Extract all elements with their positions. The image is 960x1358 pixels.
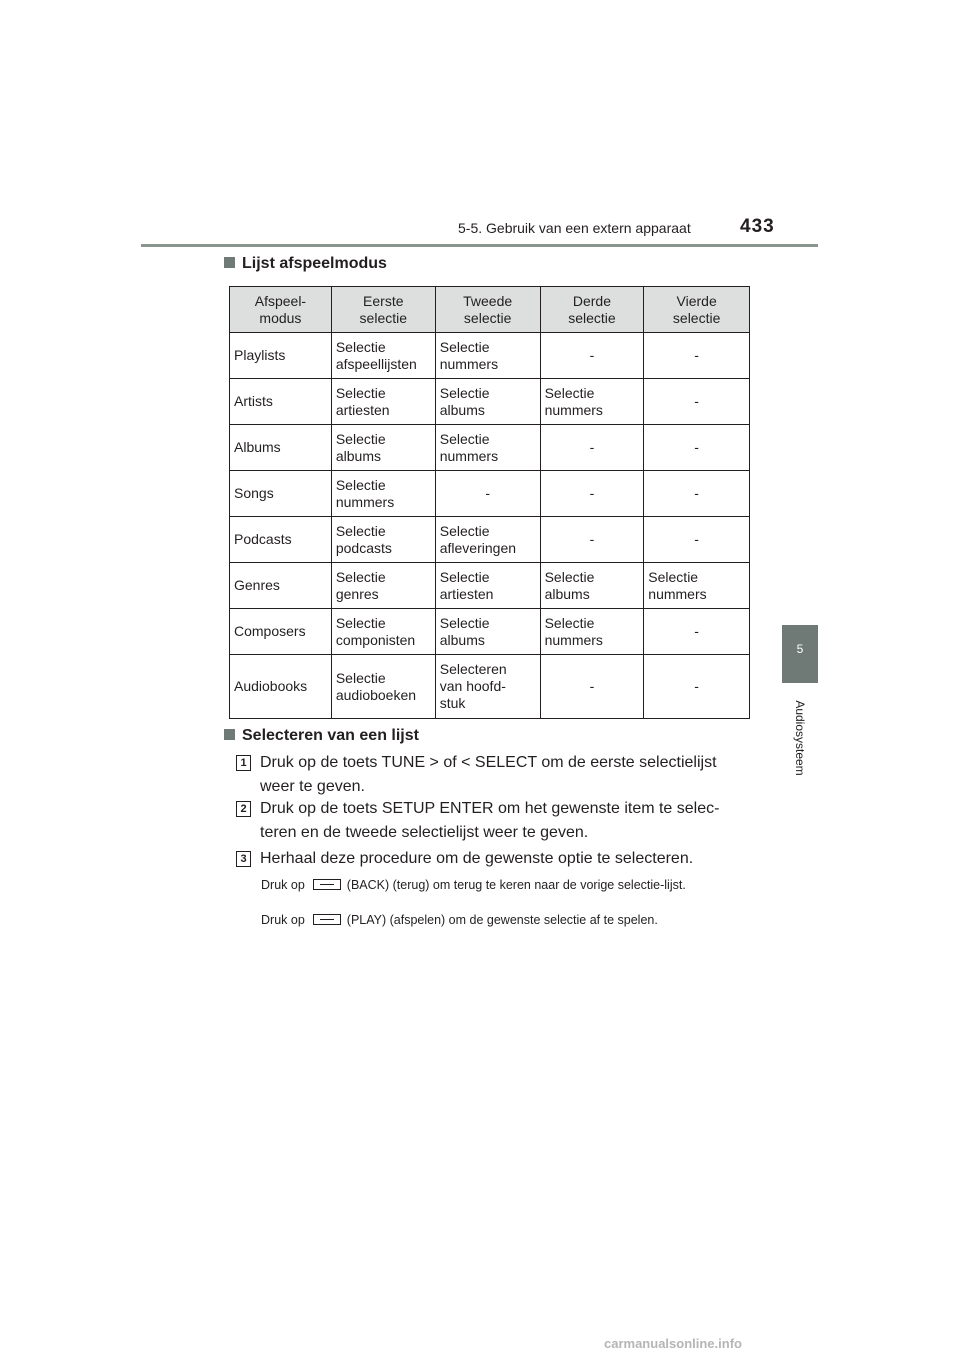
page-number: 433 [740,216,775,237]
table-cell: - [540,333,644,379]
table-cell: Selectie genres [331,563,435,609]
table-cell: Selectie albums [435,379,540,425]
header-rule [141,244,818,247]
table-cell: Audiobooks [230,655,332,719]
table-cell: Selectie audioboeken [331,655,435,719]
table-header-cell: Eerste selectie [331,287,435,333]
step-3 [236,847,751,871]
table-cell: Selectie nummers [331,471,435,517]
table-cell: Artists [230,379,332,425]
table-cell: - [435,471,540,517]
table-cell: Playlists [230,333,332,379]
table-cell: Selectie nummers [644,563,750,609]
table-cell: Selectie nummers [435,425,540,471]
table-cell: Albums [230,425,332,471]
table-row [230,517,750,563]
section-heading-playback-list [224,255,387,273]
step-1 [236,751,751,799]
table-cell: Podcasts [230,517,332,563]
step-number-badge: 3 [236,851,251,867]
note-play [261,913,751,928]
table-cell: Selectie afspeellijsten [331,333,435,379]
table-header-cell: Afspeel- modus [230,287,332,333]
table-row [230,563,750,609]
table-cell: Selectie afleveringen [435,517,540,563]
table-cell: - [540,425,644,471]
note-prefix: Druk op [261,878,305,892]
table-row [230,425,750,471]
table-row [230,471,750,517]
chapter-title: Audiosysteem [793,700,807,776]
table-row [230,655,750,719]
section-heading-select-list [224,727,419,745]
table-cell: Selectie nummers [435,333,540,379]
table-cell: - [644,333,750,379]
table-cell: - [540,517,644,563]
table-cell: - [540,471,644,517]
back-button-icon [313,879,341,890]
table-cell: - [644,655,750,719]
square-bullet-icon [224,257,235,268]
step-2 [236,797,751,845]
play-button-icon [313,914,341,925]
note-text: (BACK) (terug) om terug te keren naar de vorige selectie-lijst. [346,878,686,892]
table-cell: Selectie componisten [331,609,435,655]
table-header-cell: Derde selectie [540,287,644,333]
table-cell: Selectie podcasts [331,517,435,563]
table-cell: Selectie albums [540,563,644,609]
table-row [230,609,750,655]
chapter-tab: 5 [782,625,818,683]
step-text: Druk op de toets SETUP ENTER om het gewenste item te selec-teren en de tweede selectielijst weer te geven. [260,800,720,841]
header-section-title: 5-5. Gebruik van een extern apparaat [458,220,691,236]
table-header-cell: Vierde selectie [644,287,750,333]
playback-mode-table [229,286,750,719]
table-header-row [230,287,750,333]
table-cell: - [644,471,750,517]
table-cell: Selectie nummers [540,379,644,425]
note-back [261,878,751,893]
table-cell: Selectie albums [331,425,435,471]
table-row [230,379,750,425]
square-bullet-icon [224,729,235,740]
table-row [230,333,750,379]
table-cell: - [540,655,644,719]
table-cell: Composers [230,609,332,655]
table-cell: - [644,609,750,655]
table-cell: Selectie artiesten [435,563,540,609]
step-text: Herhaal deze procedure om de gewenste optie te selecteren. [260,850,694,867]
table-cell: Songs [230,471,332,517]
watermark: carmanualsonline.info [604,1336,742,1351]
table-cell: Selectie albums [435,609,540,655]
table-cell: Genres [230,563,332,609]
table-cell: - [644,425,750,471]
table-cell: - [644,379,750,425]
table-header-cell: Tweede selectie [435,287,540,333]
step-text: Druk op de toets TUNE > of < SELECT om de eerste selectielijst weer te geven. [260,754,717,795]
step-number-badge: 1 [236,755,251,771]
table-cell: Selecteren van hoofd- stuk [435,655,540,719]
section-heading-text: Selecteren van een lijst [242,727,419,744]
section-heading-text: Lijst afspeelmodus [242,255,387,272]
table-cell: Selectie nummers [540,609,644,655]
table-cell: Selectie artiesten [331,379,435,425]
note-text: (PLAY) (afspelen) om de gewenste selectie af te spelen. [346,913,658,927]
note-prefix: Druk op [261,913,305,927]
step-number-badge: 2 [236,801,251,817]
table-cell: - [644,517,750,563]
